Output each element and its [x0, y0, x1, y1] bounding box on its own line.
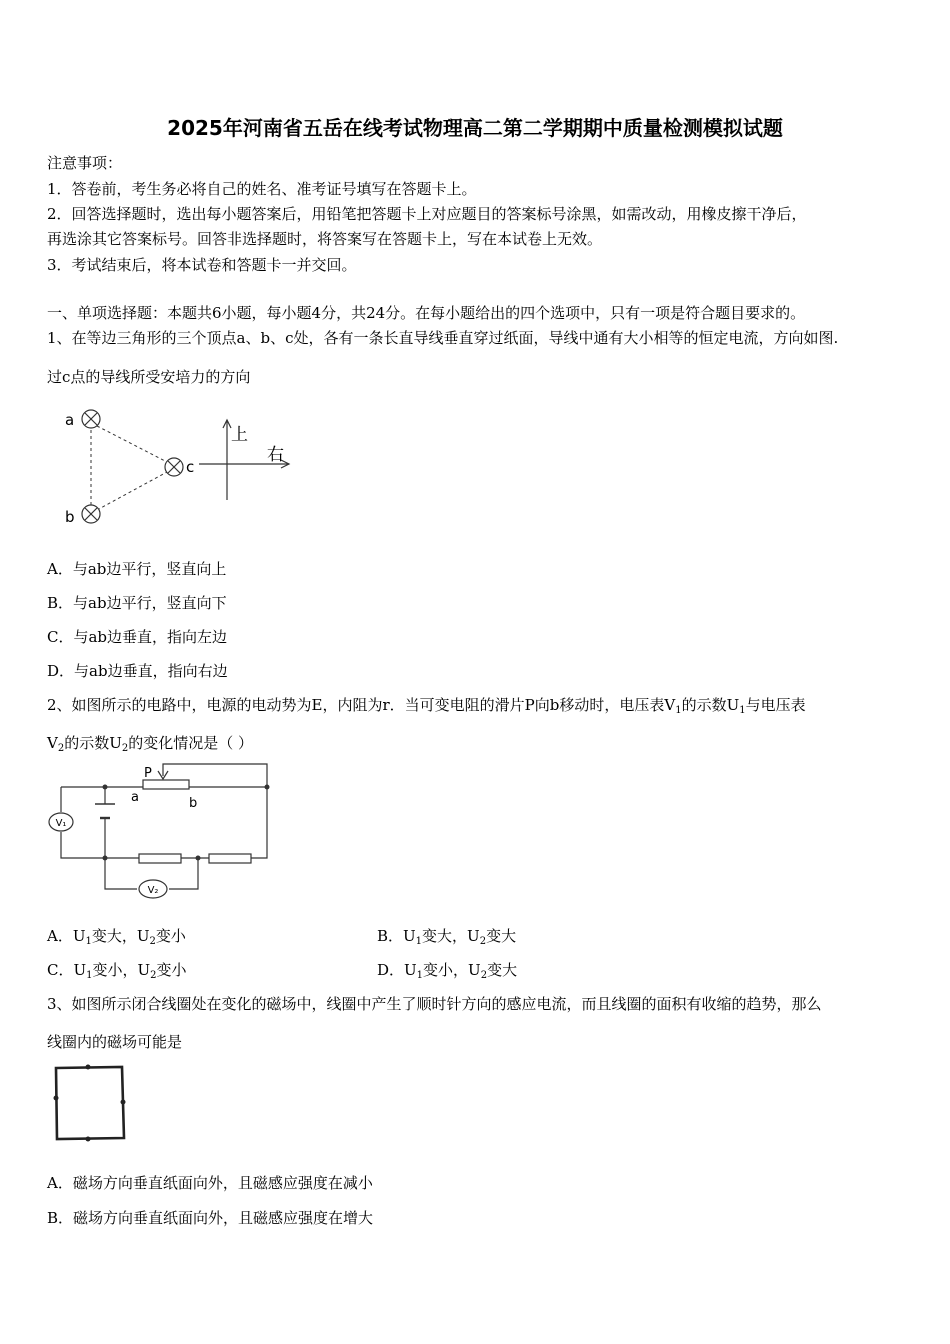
- q2-option-a: A．$U_1$变大，$U_2$变小: [47, 927, 186, 947]
- q1-option-a: A．与ab边平行，竖直向上: [47, 560, 227, 578]
- notice-item-3: 3．考试结束后，将本试卷和答题卡一并交回。: [47, 256, 357, 274]
- q1-option-b: B．与ab边平行，竖直向下: [47, 594, 227, 612]
- notice-item-2: 2．回答选择题时，选出每小题答案后，用铅笔把答题卡上对应题目的答案标号涂黑，如需改动，用橡皮擦干净后，: [47, 205, 807, 223]
- q3-stem-line-1: 3、如图所示闭合线圈处在变化的磁场中，线圈中产生了顺时针方向的感应电流，而且线圈的面积有收缩的趋势，那么: [47, 995, 822, 1013]
- q2-stem-line-2: $V_2$的示数$U_2$的变化情况是（ ）: [47, 734, 254, 754]
- variable-resistor: [143, 780, 189, 789]
- battery-icon: [95, 804, 115, 818]
- notice-item-1: 1．答卷前，考生务必将自己的姓名、准考证号填写在答题卡上。: [47, 180, 477, 198]
- q1-stem-line-1: 1、在等边三角形的三个顶点a、b、c处，各有一条长直导线垂直穿过纸面，导线中通有大小相等的恒定电流，方向如图.: [47, 329, 839, 347]
- svg-text:V₂: V₂: [147, 885, 159, 896]
- label-a: a: [131, 790, 139, 805]
- label-b: b: [65, 508, 75, 526]
- resistor-2: [209, 854, 251, 863]
- label-right: 右: [267, 445, 284, 465]
- q2-circuit-diagram: [45, 762, 275, 900]
- notice-heading: 注意事项：: [47, 154, 123, 172]
- section-heading: 一、单项选择题：本题共6小题，每小题4分，共24分。在每小题给出的四个选项中，只有一项是符合题目要求的。: [47, 304, 806, 322]
- notice-item-2-cont: 再选涂其它答案标号。回答非选择题时，将答案写在答题卡上，写在本试卷上无效。: [47, 230, 603, 248]
- label-c: c: [186, 458, 195, 476]
- q3-option-a: A．磁场方向垂直纸面向外，且磁感应强度在减小: [47, 1174, 373, 1192]
- q2-stem-line-1: 2、如图所示的电路中，电源的电动势为E，内阻为r．当可变电阻的滑片P向b移动时，电压表$V_1$的示数$U_1$与电压表: [47, 696, 806, 716]
- resistor-1: [139, 854, 181, 863]
- q2-option-d: D．$U_1$变小，$U_2$变大: [377, 961, 518, 981]
- q1-option-d: D．与ab边垂直，指向右边: [47, 662, 228, 680]
- label-P: P: [144, 766, 152, 781]
- voltmeter-v1-icon: [49, 813, 73, 831]
- wire-b-icon: [82, 505, 100, 523]
- q3-option-b: B．磁场方向垂直纸面向外，且磁感应强度在增大: [47, 1209, 374, 1227]
- q2-option-b: B．$U_1$变大，$U_2$变大: [377, 927, 517, 947]
- label-up: 上: [231, 425, 248, 445]
- q3-stem-line-2: 线圈内的磁场可能是: [47, 1033, 183, 1051]
- page-title: 2025年河南省五岳在线考试物理高二第二学期期中质量检测模拟试题: [167, 116, 783, 140]
- voltmeter-v2-icon: [139, 880, 167, 898]
- svg-text:V₁: V₁: [55, 818, 67, 829]
- wire-c-icon: [165, 458, 183, 476]
- q2-option-c: C．$U_1$变小，$U_2$变小: [47, 961, 187, 981]
- label-b: b: [189, 796, 198, 811]
- q3-coil-diagram: [50, 1062, 130, 1144]
- wire-a-icon: [82, 410, 100, 428]
- q1-triangle-diagram: [55, 400, 305, 535]
- label-a: a: [65, 411, 75, 429]
- q1-option-c: C．与ab边垂直，指向左边: [47, 628, 228, 646]
- q1-stem-line-2: 过c点的导线所受安培力的方向: [47, 368, 251, 386]
